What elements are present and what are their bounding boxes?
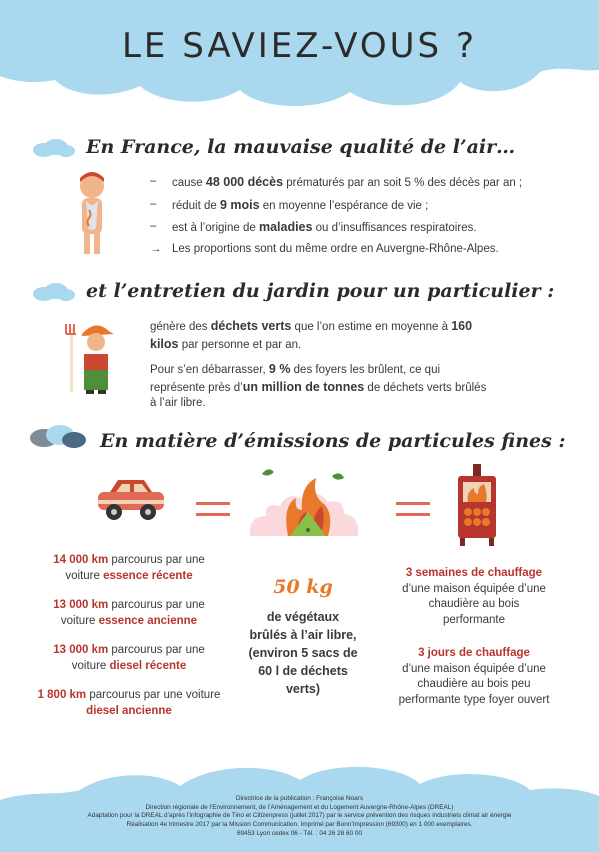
burn-amount: 50 kg xyxy=(273,576,333,598)
burn-column xyxy=(248,574,358,698)
footer-credits: Directrice de la publication : Françoise Noars Direction régionale de l’Environnement, de l’Aménagement et du Logement Auvergne-Rhône-Alpes (DREAL) Adaptation pour la DREAL d’après l’infographie de Tino et Citizenpress (juillet 2017) par le service prévention des risques industriels climat air énergie Réalisation 4e trimestre 2017 par la Mission Communication. Imprimé par Bonn’Impression (69300) en 1 000 exemplaires. 69453 Lyon cedex 06 - Tél. : 04 26 28 60 00 xyxy=(87,795,512,837)
sick-person-icon xyxy=(70,170,114,260)
wood-stove-icon xyxy=(454,464,500,546)
heating-item: 3 jours de chauffage d’une maison équipée d’une chaudière au bois peu performante type foyer ouvert xyxy=(398,647,550,706)
section-heading-air-quality: En France, la mauvaise qualité de l’air… xyxy=(86,136,516,158)
heating-column xyxy=(398,566,550,722)
gardener-icon xyxy=(62,320,122,394)
car-column xyxy=(36,553,222,733)
list-item: – réduit de 9 mois en moyenne l’espérance de vie ; xyxy=(150,197,429,212)
air-quality-list xyxy=(150,176,580,264)
arrow-icon: → xyxy=(150,242,162,255)
car-item: 1 800 km parcourus par une voiture diesel ancienne xyxy=(37,689,221,717)
list-item-arrow: → Les proportions sont du même ordre en Auvergne-Rhône-Alpes. xyxy=(150,242,499,255)
section-heading-particles: En matière d’émissions de particules fines : xyxy=(100,430,566,452)
car-icon xyxy=(96,478,166,524)
burning-pile-icon xyxy=(244,466,364,542)
list-item: – cause 48 000 décès prématurés par an soit 5 % des décès par an ; xyxy=(150,175,523,189)
section-heading-garden: et l’entretien du jardin pour un particulier : xyxy=(86,280,555,302)
heating-item: 3 semaines de chauffage d’une maison équipée d’une chaudière au bois performante xyxy=(402,567,546,626)
smog-cloud-icon xyxy=(26,424,90,450)
burn-description: de végétaux brûlés à l’air libre, (environ 5 sacs de 60 l de déchets verts) xyxy=(248,609,358,697)
cloud-icon xyxy=(30,282,76,302)
car-item: 13 000 km parcourus par une voiture diesel récente xyxy=(53,644,205,672)
equals-icon xyxy=(396,502,430,516)
car-item: 13 000 km parcourus par une voiture essence ancienne xyxy=(53,599,205,627)
garden-paragraph: génère des déchets verts que l’on estime en moyenne à 160 kilos par personne et par an. xyxy=(150,319,473,351)
garden-text xyxy=(150,318,490,420)
list-item: – est à l’origine de maladies ou d’insuffisances respiratoires. xyxy=(150,220,477,234)
equals-icon xyxy=(196,502,230,516)
cloud-icon xyxy=(30,138,76,158)
page-title: LE SAVIEZ-VOUS ? xyxy=(121,26,477,66)
car-item: 14 000 km parcourus par une voiture essence récente xyxy=(53,554,205,582)
garden-paragraph: Pour s’en débarrasser, 9 % des foyers les brûlent, ce qui représente près d’un million de tonnes de déchets verts brûlés à l’air libre. xyxy=(150,362,487,410)
